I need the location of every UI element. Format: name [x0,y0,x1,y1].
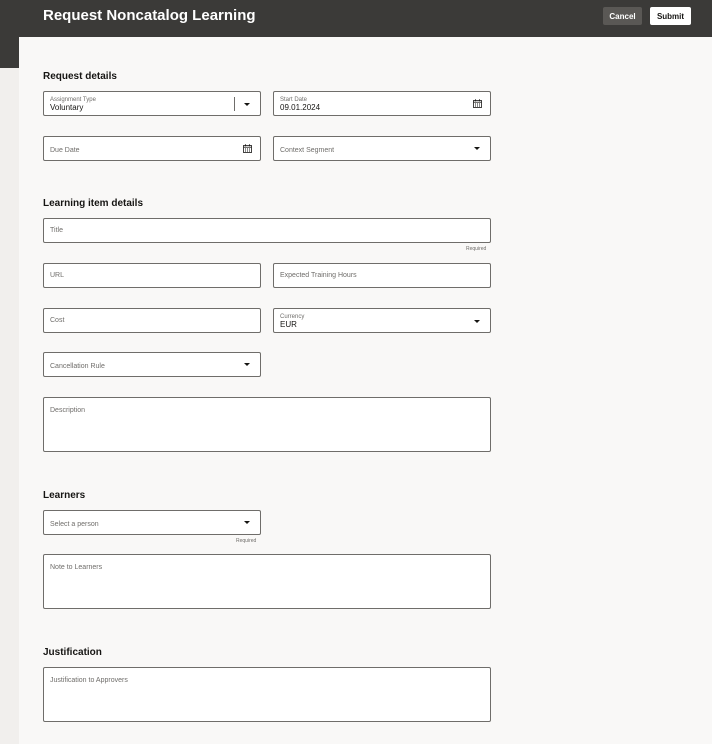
chevron-down-icon[interactable] [244,103,250,106]
description-textarea[interactable] [43,397,491,452]
due-date-field[interactable] [43,136,261,161]
section-heading-request-details: Request details [43,71,117,82]
url-label: URL [50,272,65,279]
title-required-hint: Required [466,246,487,252]
chevron-down-icon[interactable] [244,363,250,366]
currency-select[interactable] [273,308,491,333]
cancel-button[interactable]: Cancel [603,7,642,25]
start-date-value: 09.01.2024 [280,103,321,112]
cost-label: Cost [50,317,65,324]
description-label: Description [50,407,86,414]
select-person-label: Select a person [50,521,99,528]
justification-label: Justification to Approvers [50,677,128,684]
currency-label: Currency [280,314,305,320]
calendar-icon[interactable] [243,144,252,153]
start-date-field[interactable] [273,91,491,116]
submit-button[interactable]: Submit [650,7,691,25]
select-person-select[interactable] [43,510,261,535]
chevron-down-icon[interactable] [244,521,250,524]
dropdown-divider [234,97,235,111]
due-date-label: Due Date [50,147,80,154]
currency-value: EUR [280,320,297,329]
start-date-label: Start Date [280,97,308,103]
expected-training-hours-label: Expected Training Hours [280,272,357,279]
chevron-down-icon[interactable] [474,320,480,323]
section-heading-learners: Learners [43,490,86,501]
url-input[interactable] [43,263,261,288]
section-heading-learning-item: Learning item details [43,198,144,209]
context-segment-select[interactable] [273,136,491,161]
assignment-type-label: Assignment Type [50,97,96,103]
section-heading-justification: Justification [43,647,102,658]
expected-training-hours-input[interactable] [273,263,491,288]
cost-input[interactable] [43,308,261,333]
title-label: Title [50,227,63,234]
page-title: Request Noncatalog Learning [43,7,256,24]
note-to-learners-label: Note to Learners [50,564,103,571]
note-to-learners-textarea[interactable] [43,554,491,609]
assignment-type-select[interactable] [43,91,261,116]
calendar-icon[interactable] [473,99,482,108]
context-segment-label: Context Segment [280,147,335,154]
title-input[interactable] [43,218,491,243]
cancellation-rule-select[interactable] [43,352,261,377]
cancellation-rule-label: Cancellation Rule [50,363,105,370]
justification-textarea[interactable] [43,667,491,722]
chevron-down-icon[interactable] [474,147,480,150]
assignment-type-value: Voluntary [50,103,84,112]
select-person-required-hint: Required [236,538,257,544]
